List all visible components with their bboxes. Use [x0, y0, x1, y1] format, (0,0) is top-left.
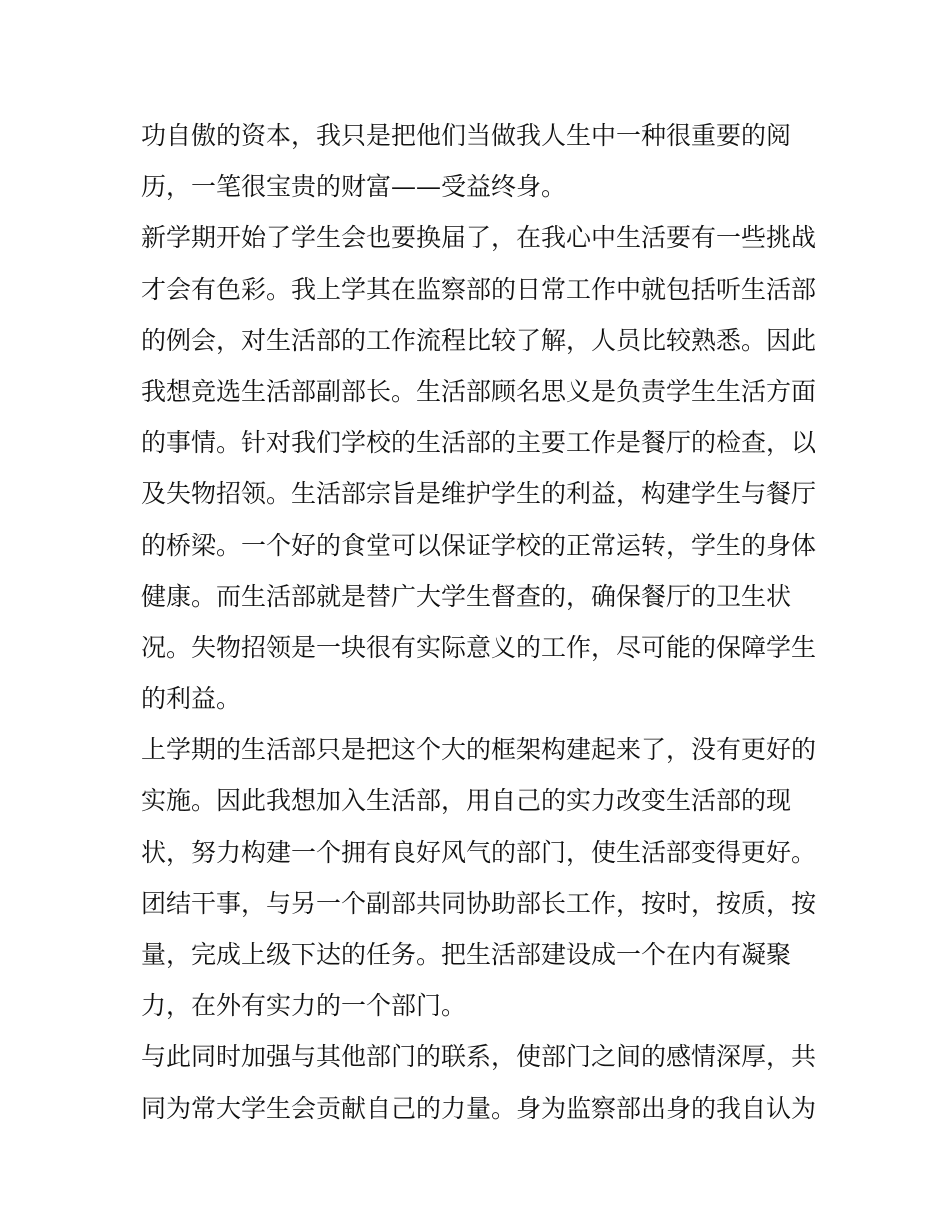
text-line: 健康。而生活部就是替广大学生督查的，确保餐厅的卫生状 [141, 581, 792, 611]
text-line: 功自傲的资本，我只是把他们当做我人生中一种很重要的阅 [141, 121, 792, 150]
text-line: 量，完成上级下达的任务。把生活部建设成一个在内有凝聚 [141, 940, 792, 969]
text-line: 才会有色彩。我上学其在监察部的日常工作中就包括听生活部 [141, 274, 817, 304]
text-line: 同为常大学生会贡献自己的力量。身为监察部出身的我自认为 [141, 1093, 817, 1123]
text-line: 力，在外有实力的一个部门。 [141, 991, 467, 1021]
text-line: 的桥梁。一个好的食堂可以保证学校的正常运转，学生的身体 [141, 530, 817, 560]
text-line: 的利益。 [141, 684, 242, 714]
text-line: 的事情。针对我们学校的生活部的主要工作是餐厅的检查，以 [141, 428, 817, 458]
text-line: 实施。因此我想加入生活部，用自己的实力改变生活部的现 [141, 786, 792, 816]
text-line: 状，努力构建一个拥有良好风气的部门，使生活部变得更好。 [141, 837, 817, 867]
text-line: 团结干事，与另一个副部共同协助部长工作，按时，按质，按 [141, 888, 817, 918]
text-line: 历，一笔很宝贵的财富——受益终身。 [141, 172, 567, 202]
text-line: 的例会，对生活部的工作流程比较了解，人员比较熟悉。因此 [141, 325, 817, 355]
text-line: 与此同时加强与其他部门的联系，使部门之间的感情深厚，共 [141, 1042, 817, 1072]
text-line: 况。失物招领是一块很有实际意义的工作，尽可能的保障学生 [141, 632, 817, 662]
text-line: 上学期的生活部只是把这个大的框架构建起来了，没有更好的 [141, 735, 817, 765]
text-line: 新学期开始了学生会也要换届了，在我心中生活要有一些挑战 [141, 223, 817, 253]
body-text [141, 110, 821, 1134]
text-line: 我想竞选生活部副部长。生活部顾名思义是负责学生生活方面 [141, 376, 817, 406]
text-line: 及失物招领。生活部宗旨是维护学生的利益，构建学生与餐厅 [141, 479, 817, 509]
